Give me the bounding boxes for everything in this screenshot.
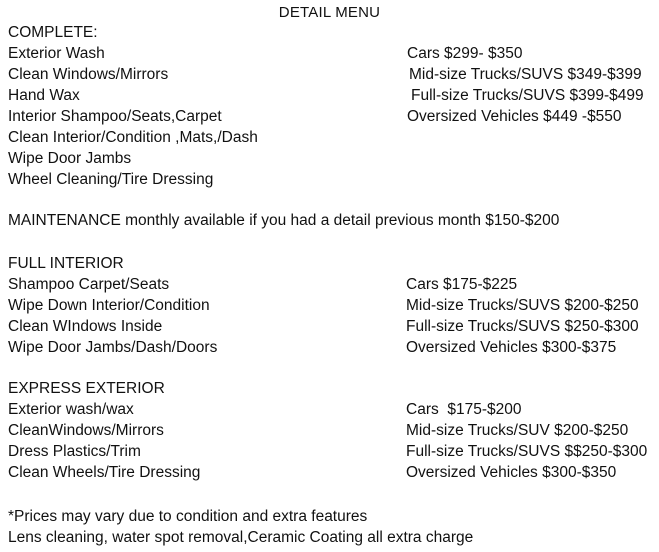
section-express-exterior	[8, 378, 653, 483]
price-item: Oversized Vehicles $300-$375	[406, 339, 617, 356]
section-heading-complete: COMPLETE:	[8, 24, 98, 41]
menu-row	[8, 148, 653, 169]
menu-row	[8, 127, 653, 148]
price-item: Oversized Vehicles $449 -$550	[407, 108, 622, 125]
service-item: Exterior Wash	[8, 45, 105, 62]
price-item: Oversized Vehicles $300-$350	[406, 464, 617, 481]
service-item: Shampoo Carpet/Seats	[8, 276, 170, 293]
service-item: CleanWindows/Mirrors	[8, 422, 164, 439]
service-item: Clean WIndows Inside	[8, 318, 163, 335]
service-item: Clean Wheels/Tire Dressing	[8, 464, 201, 481]
price-item: Cars $175-$225	[406, 276, 518, 293]
service-item: Dress Plastics/Trim	[8, 443, 141, 460]
menu-row	[8, 337, 653, 358]
page-title: DETAIL MENU	[278, 4, 381, 21]
section-heading-full-interior: FULL INTERIOR	[8, 255, 124, 272]
price-item: Full-size Trucks/SUVS $399-$499	[411, 87, 644, 104]
price-item: Cars $299- $350	[407, 45, 523, 62]
service-item: Clean Windows/Mirrors	[8, 66, 169, 83]
menu-row	[8, 106, 653, 127]
service-item: Clean Interior/Condition ,Mats,/Dash	[8, 129, 258, 146]
section-full-interior	[8, 253, 653, 358]
price-item: Mid-size Trucks/SUV $200-$250	[406, 422, 629, 439]
price-item: Mid-size Trucks/SUVS $200-$250	[406, 297, 639, 314]
menu-row	[8, 64, 653, 85]
service-item: Exterior wash/wax	[8, 401, 134, 418]
price-item: Mid-size Trucks/SUVS $349-$399	[409, 66, 642, 83]
menu-row	[8, 441, 653, 462]
section-heading-express-exterior: EXPRESS EXTERIOR	[8, 380, 165, 397]
service-item: Wipe Door Jambs	[8, 150, 132, 167]
menu-row	[8, 85, 653, 106]
service-item: Wipe Door Jambs/Dash/Doors	[8, 339, 218, 356]
menu-row	[8, 43, 653, 64]
service-item: Wheel Cleaning/Tire Dressing	[8, 171, 214, 188]
price-item: Full-size Trucks/SUVS $$250-$300	[406, 443, 648, 460]
service-item: Hand Wax	[8, 87, 80, 104]
menu-row	[8, 420, 653, 441]
menu-row	[8, 399, 653, 420]
maintenance-line: MAINTENANCE monthly available if you had a detail previous month $150-$200	[8, 212, 560, 229]
footnote-line: Lens cleaning, water spot removal,Ceramic Coating all extra charge	[8, 529, 474, 546]
menu-row	[8, 295, 653, 316]
menu-row	[8, 316, 653, 337]
price-item: Full-size Trucks/SUVS $250-$300	[406, 318, 639, 335]
menu-row	[8, 462, 653, 483]
menu-row	[8, 169, 653, 190]
price-item: Cars $175-$200	[406, 401, 522, 418]
service-item: Wipe Down Interior/Condition	[8, 297, 210, 314]
section-complete	[8, 22, 653, 190]
service-item: Interior Shampoo/Seats,Carpet	[8, 108, 222, 125]
footnote-line: *Prices may vary due to condition and extra features	[8, 508, 368, 525]
menu-row	[8, 274, 653, 295]
